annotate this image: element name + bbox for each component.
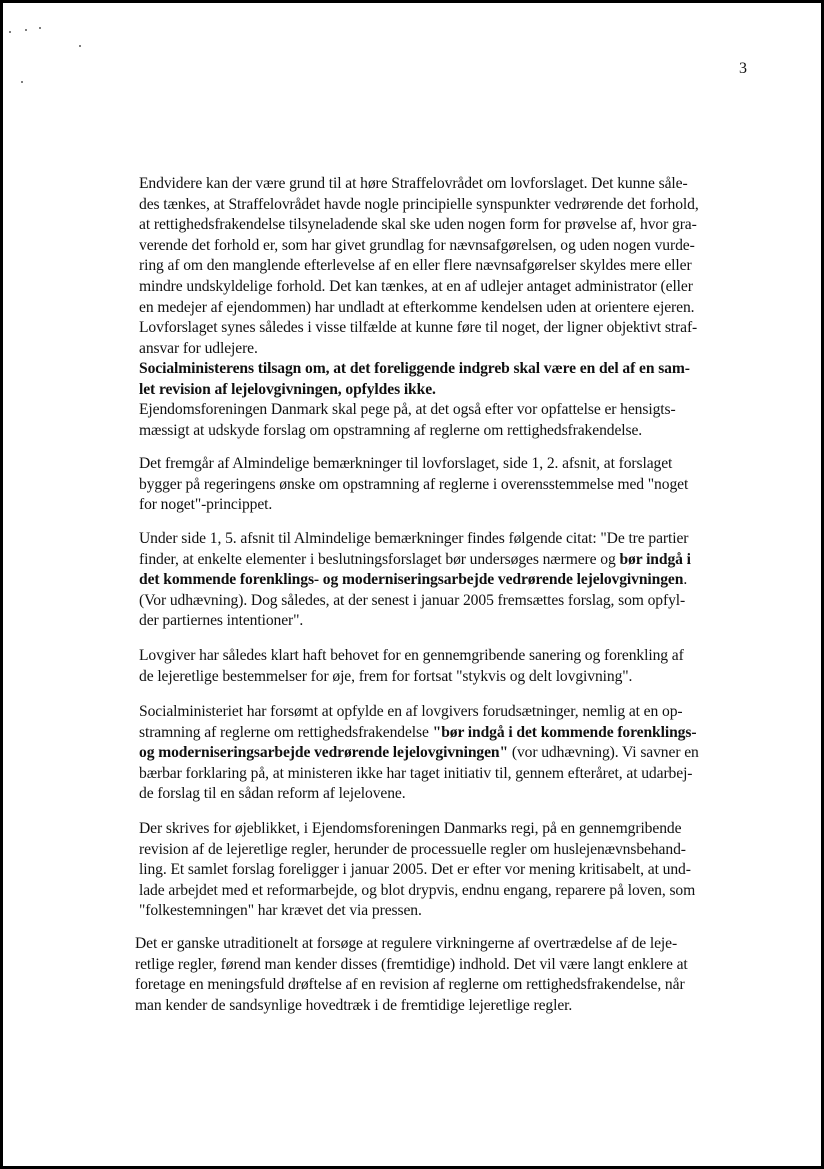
scan-speck xyxy=(25,29,27,31)
emphasis-text: og moderniseringsarbejde vedrørende lejelovgivningen" xyxy=(139,744,509,762)
paragraph-8: Det er ganske utraditionelt at forsøge at regulere virkningerne af overtrædelse af de leje- retlige regler, førend man kender disses (fremtidige) indhold. Det vil være langt enklere at foretage en meningsfuld drøftelse af en revision af reglerne om rettighedsfrakendelse, når man kender de sandsynlige hovedtræk i de fremtidige lejeretlige regler. xyxy=(135,935,688,1014)
emphasis-text: bør indgå i xyxy=(619,550,691,568)
inline-text: finder, at enkelte elementer i beslutningsforslaget bør undersøges nærmere og xyxy=(139,550,620,568)
page-number: 3 xyxy=(739,60,747,77)
paragraph-2: Socialministerens tilsagn om, at det foreliggende indgreb skal være en del af en sam- let revision af lejelovgivningen, opfyldes ikke. Ejendomsforeningen Danmark skal pege på, at det også efter vor opfattelse er hensigts- mæssigt at udskyde forslag om opstramning af reglerne om rettighedsfrakendelse. xyxy=(139,360,690,439)
section-heading: Socialministerens tilsagn om, at det foreliggende indgreb skal være en del af en sam- xyxy=(139,360,690,377)
scan-speck xyxy=(9,31,11,33)
scan-speck xyxy=(79,45,81,47)
emphasis-text: det kommende forenklings- og moderniseringsarbejde vedrørende lejelovgivningen xyxy=(139,571,684,589)
paragraph-7: Der skrives for øjeblikket, i Ejendomsforeningen Danmarks regi, på en gennemgribende revision af de lejeretlige regler, herunder de processuelle regler om huslejenævnsbehand- ling. Et samlet forslag foreligger i januar 2005. Det er efter vor mening kritisabelt, at und- lade arbejdet med et reformarbejde, og blot drypvis, endnu engang, reparere på loven, som "folkestemningen" har krævet det via pressen. xyxy=(139,820,696,920)
inline-text: stramning af reglerne om rettighedsfrakendelse xyxy=(139,723,433,741)
paragraph-3: Det fremgår af Almindelige bemærkninger til lovforslaget, side 1, 2. afsnit, at forslaget bygger på regeringens ønske om opstramning af reglerne i overensstemmelse med "noget for noget"-princippet. xyxy=(139,455,689,514)
inline-text: . xyxy=(683,571,688,589)
scan-speck xyxy=(21,81,23,83)
inline-text: (vor udhævning). Vi savner en xyxy=(508,744,699,762)
paragraph-1: Endvidere kan der være grund til at høre Straffelovrådet om lovforslaget. Det kunne såle- des tænkes, at Straffelovrådet havde nogle principielle synspunkter vedrørende det forhold, at rettighedsfrakendelse tilsyneladende skal ske uden nogen form for prøvelse af, hvor gra- verende det forhold er, som har givet grundlag for nævnsafgørelsen, og uden nogen vurde- ring af om den manglende efterlevelse af en eller flere nævnsafgørelser skyldes mere eller mindre undskyldelige forhold. Det kan tænkes, at en af udlejer antaget administrator (eller en medejer af ejendommen) har undladt at efterkomme kendelsen uden at orientere ejeren. Lovforslaget synes således i visse tilfælde at kunne føre til noget, der ligner objektivt straf- ansvar for udlejere. xyxy=(139,175,699,357)
scan-speck xyxy=(39,27,41,29)
section-heading: let revision af lejelovgivningen, opfyldes ikke. xyxy=(139,380,436,398)
emphasis-text: "bør indgå i det kommende forenklings- xyxy=(432,723,697,741)
paragraph-5: Lovgiver har således klart haft behovet for en gennemgribende sanering og forenkling af de lejeretlige bestemmelser for øje, frem for fortsat "stykvis og delt lovgivning". xyxy=(139,647,684,685)
paragraph-6: Socialministeriet har forsømt at opfylde en af lovgivers forudsætninger, nemlig at en op- stramning af reglerne om rettighedsfrakendelse "bør indgå i det kommende forenklings- og moderniseringsarbejde vedrørende lejelovgivningen" (vor udhævning). Vi savner en bærbar forklaring på, at ministeren ikke har taget initiativ til, gennem efteråret, at udarbej- de forslag til en sådan reform af lejelovene. xyxy=(139,703,699,803)
paragraph-4: Under side 1, 5. afsnit til Almindelige bemærkninger findes følgende citat: "De tre partier finder, at enkelte elementer i beslutningsforslaget bør undersøges nærmere og bør indgå i det kommende forenklings- og moderniseringsarbejde vedrørende lejelovgivningen. (Vor udhævning). Dog således, at der senest i januar 2005 fremsættes forslag, som opfyl- der partiernes intentioner". xyxy=(139,530,691,630)
